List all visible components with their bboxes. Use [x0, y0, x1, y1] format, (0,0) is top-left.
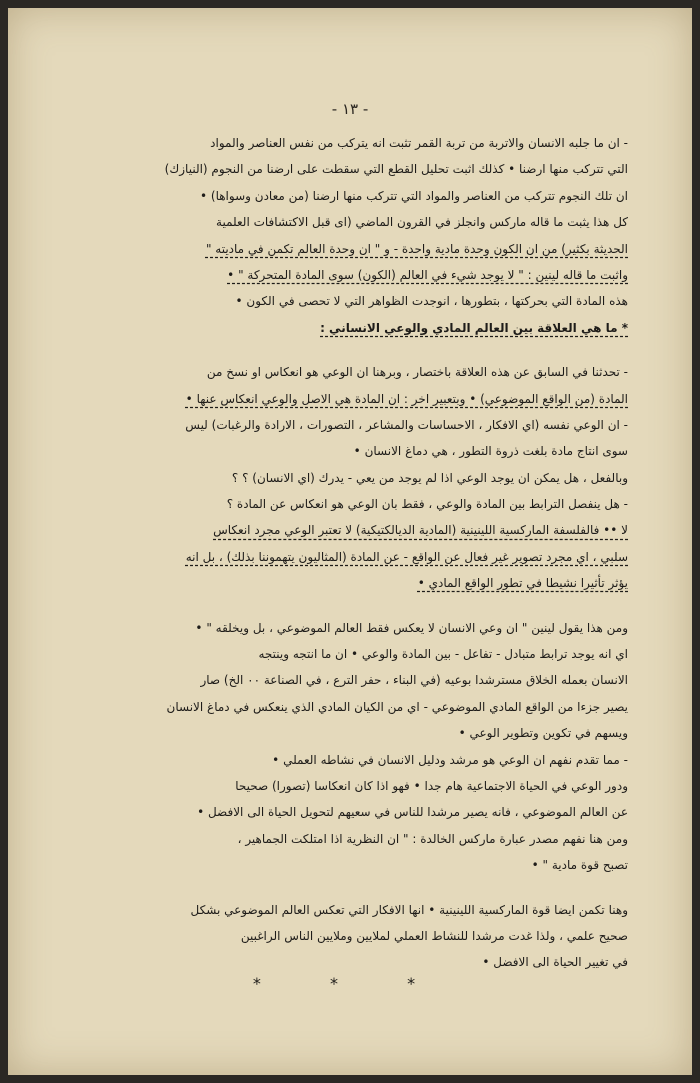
text-line: ومن هنا نفهم مصدر عبارة ماركس الخالدة : " ان النظرية اذا امتلكت الجماهير ، [237, 831, 628, 846]
text-line: يؤثر تأثيرا نشيطا في تطور الواقع المادي • [417, 576, 628, 591]
text-line: - مما تقدم نفهم ان الوعي هو مرشد ودليل الانسان في نشاطه العملي • [272, 752, 628, 767]
text-line: سوى انتاج مادة بلغت ذروة التطور ، هي دماغ الانسان • [353, 444, 628, 459]
paragraph-consciousness-reflection [68, 359, 628, 597]
text-line: اي انه يوجد ترابط متبادل - تفاعل - بين المادة والوعي • ان ما انتجه وينتجه [258, 647, 628, 662]
text-line: - ان الوعي نفسه (اي الافكار ، الاحساسات والمشاعر ، التصورات ، الارادة والرغبات) ليس [185, 417, 628, 432]
spacer [68, 597, 628, 615]
document-page [8, 8, 692, 1075]
text-line: المادة (من الواقع الموضوعي) • وبتعبير اخر : ان المادة هي الاصل والوعي انعكاس عنها • [185, 391, 628, 406]
text-line: سلبي ، اي مجرد تصوير غير فعال عن الواقع - عن المادة (المثاليون يتهموننا بذلك) ، بل انه [185, 549, 628, 564]
text-line: ودور الوعي في الحياة الاجتماعية هام جدا • فهو اذا كان انعكاسا (تصورا) صحيحا [235, 778, 628, 793]
text-line: عن العالم الموضوعي ، فانه يصير مرشدا للناس في سعيهم لتحويل الحياة الى الافضل • [197, 805, 628, 820]
spacer [68, 341, 628, 359]
body-text [68, 130, 628, 976]
heading-line: * ما هي العلاقة بين العالم المادي والوعي الانساني : [320, 320, 628, 335]
paragraph-universe-unity [68, 130, 628, 315]
paragraph-marxism-strength [68, 897, 628, 976]
text-line: - هل ينفصل الترابط بين المادة والوعي ، فقط بان الوعي هو انعكاس عن المادة ؟ [226, 497, 628, 512]
text-line: يصير جزءا من الواقع المادي الموضوعي - اي من الكيان المادي الذي ينعكس في دماغ الانسان [166, 699, 628, 714]
text-line: في تغيير الحياة الى الافضل • [482, 955, 628, 970]
text-line: ومن هذا يقول لينين " ان وعي الانسان لا يعكس فقط العالم الموضوعي ، بل ويخلقه " • [195, 620, 628, 635]
text-line: وبالفعل ، هل يمكن ان يوجد الوعي اذا لم يوجد من يعي - يدرك (اي الانسان) ؟ ؟ [231, 470, 628, 485]
text-line: ويسهم في تكوين وتطوير الوعي • [458, 726, 628, 741]
text-line: وهنا تكمن ايضا قوة الماركسية اللينينية • انها الافكار التي تعكس العالم الموضوعي بشكل [190, 902, 628, 917]
text-line: كل هذا يثبت ما قاله ماركس وانجلز في القرون الماضي (اى قبل الاكتشافات العلمية [216, 215, 628, 230]
text-line: - ان ما جلبه الانسان والاتربة من تربة القمر تثبت انه يتركب من نفس العناصر والمواد [210, 136, 628, 150]
spacer [68, 879, 628, 897]
text-line: الحديثة بكثير) من ان الكون وحدة مادية واحدة - و " ان وحدة العالم تكمن في ماديته " [205, 241, 628, 256]
section-separator: * * * [252, 974, 448, 993]
text-line: ان تلك النجوم تتركب من العناصر والمواد التي تتركب منها ارضنا (من معادن وسواها) • [200, 188, 628, 203]
text-line: تصبح قوة مادية " • [531, 858, 628, 873]
text-line: واثبت ما قاله لينين : " لا يوجد شيء في العالم (الكون) سوى المادة المتحركة " • [227, 267, 628, 282]
section-heading [68, 315, 628, 341]
text-line: هذه المادة التي بحركتها ، بتطورها ، انوجدت الظواهر التي لا تحصى في الكون • [235, 294, 628, 309]
text-line: التي تتركب منها ارضنا • كذلك اثبت تحليل القطع التي سقطت على ارضنا من النجوم (النيازك) [164, 162, 628, 177]
page-number: - ١٣ - [331, 100, 369, 118]
text-line: صحيح علمي ، ولذا غدت مرشدا للنشاط العملي لملايين وملايين الناس الراغبين [240, 928, 628, 943]
text-line: لا •• فالفلسفة الماركسية اللينينية (المادية الديالكتيكية) لا تعتبر الوعي مجرد انعكاس [213, 523, 628, 538]
paragraph-lenin-interaction [68, 615, 628, 879]
text-line: الانسان بعمله الخلاق مسترشدا بوعيه (في البناء ، حفر الترع ، في الصناعة ٠٠ الخ) صار [200, 673, 628, 688]
text-line: - تحدثنا في السابق عن هذه العلاقة باختصار ، وبرهنا ان الوعي هو انعكاس او نسخ من [206, 365, 628, 380]
